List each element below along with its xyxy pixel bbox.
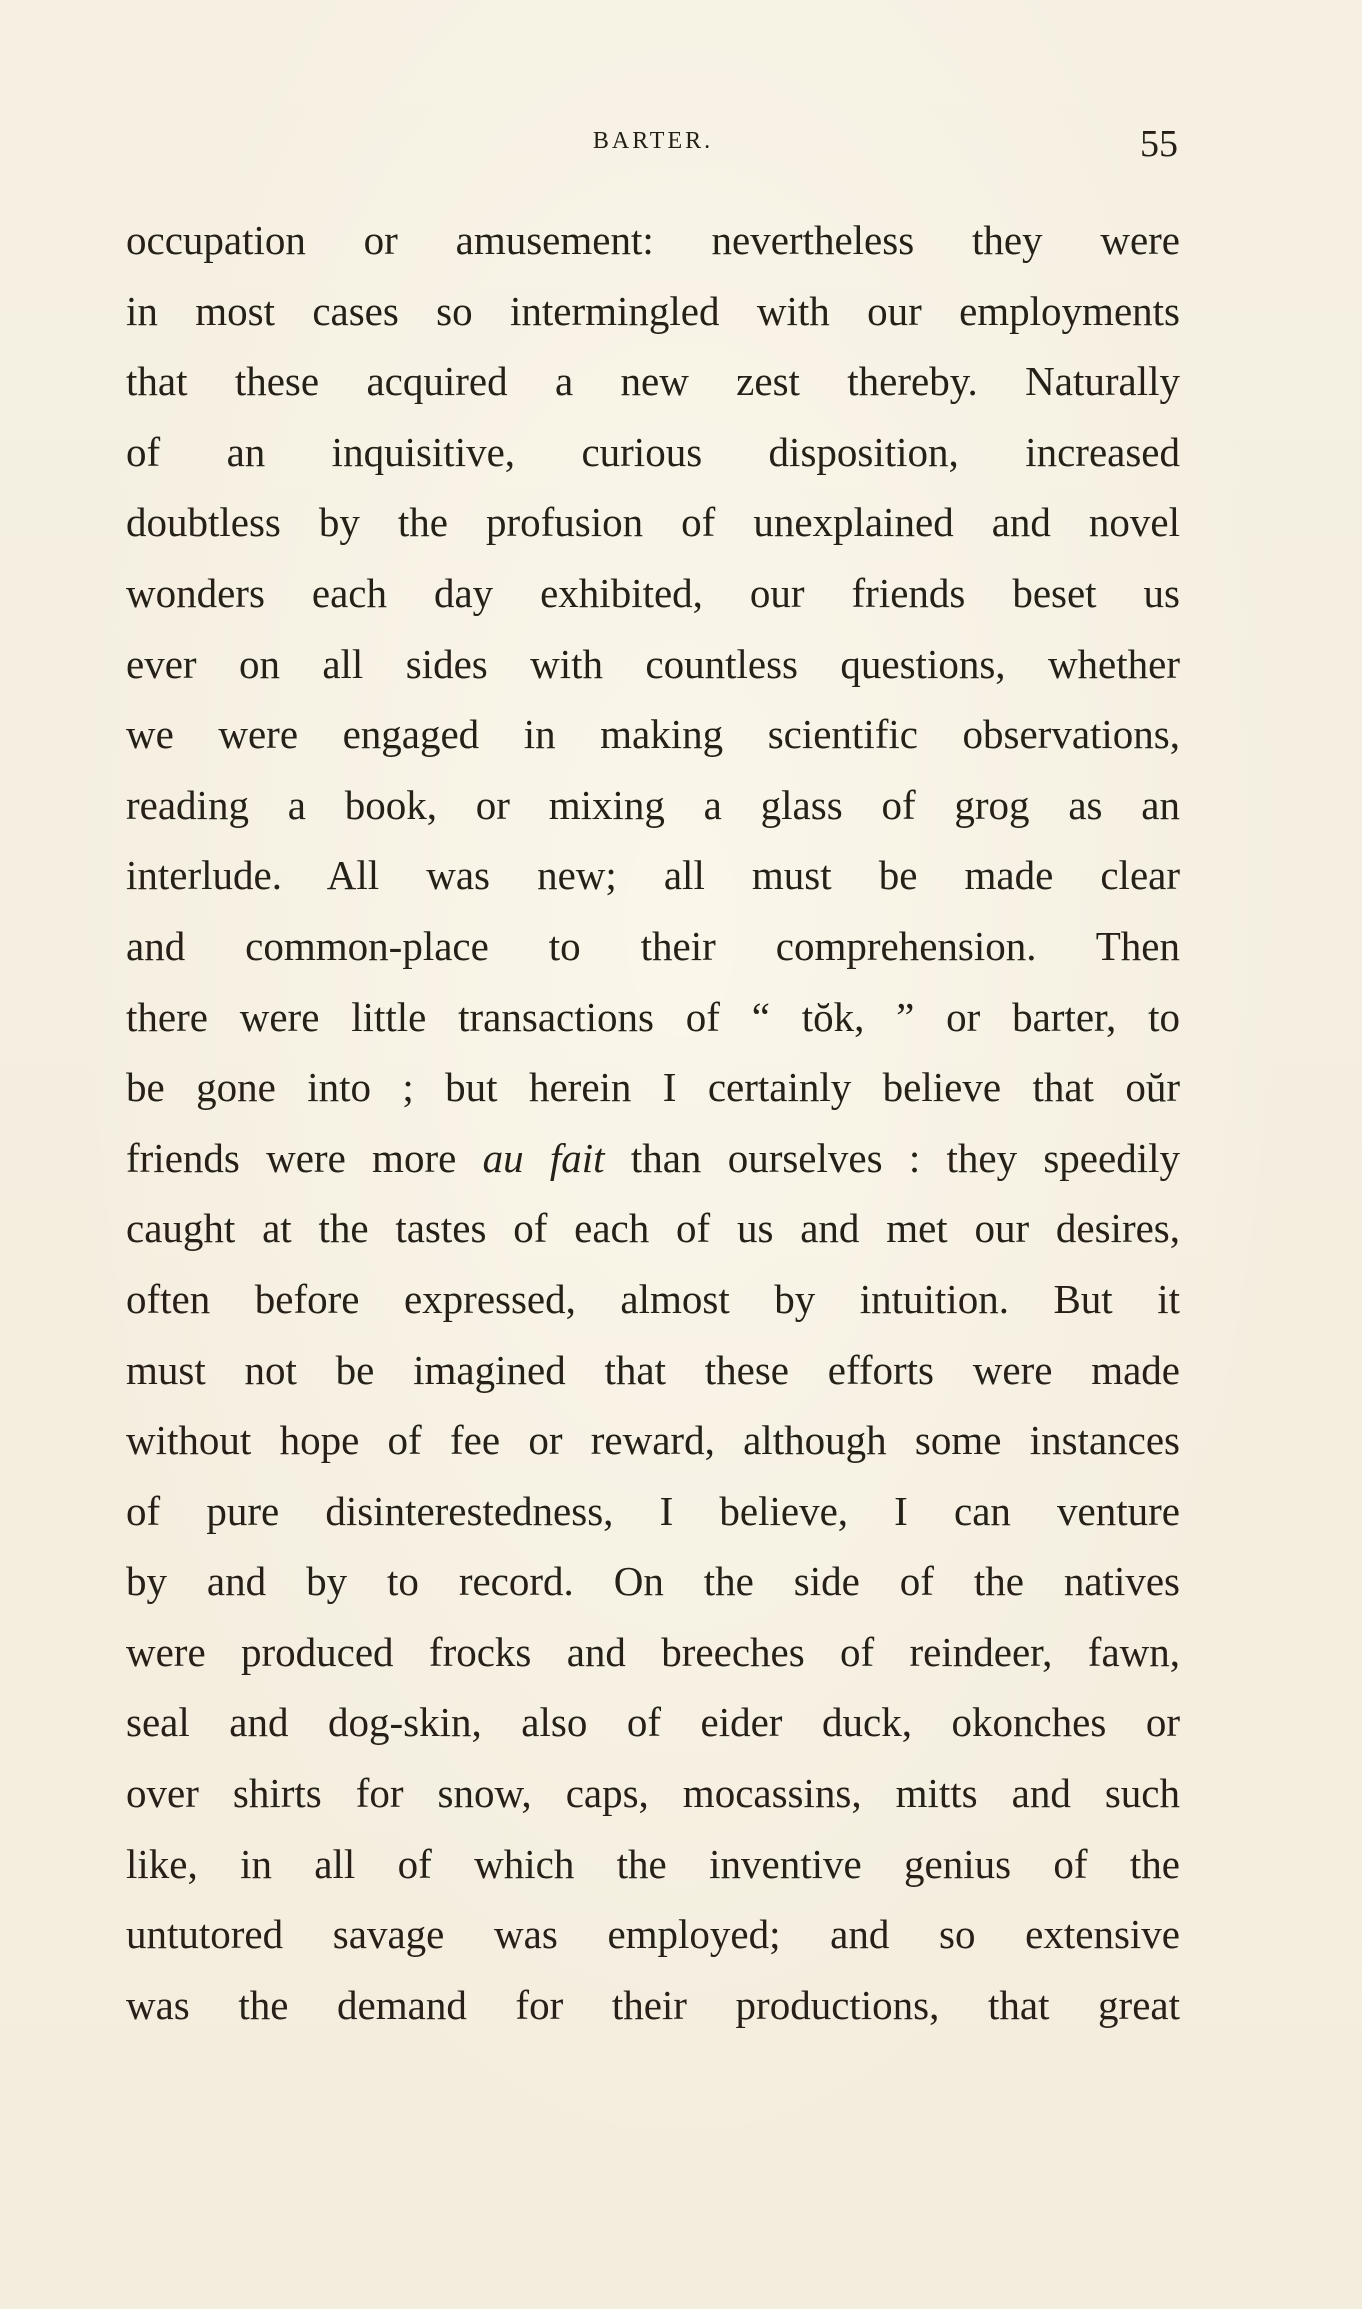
text-line: must not be imagined that these efforts were made (126, 1346, 1180, 1393)
text-line: like, in all of which the inventive genius of the (126, 1840, 1180, 1887)
text-line: without hope of fee or reward, although some instances (126, 1417, 1180, 1464)
text-line: that these acquired a new zest thereby. Naturally (126, 358, 1180, 405)
text-line: over shirts for snow, caps, mocassins, mitts and such (126, 1770, 1180, 1817)
text-line: be gone into ; but herein I certainly believe that oŭr (126, 1064, 1180, 1111)
running-head: BARTER. (592, 128, 714, 154)
text-line: by and by to record. On the side of the natives (126, 1558, 1180, 1605)
text-line: there were little transactions of “ tŏk, ” or barter, to (126, 993, 1180, 1040)
text-line: seal and dog-skin, also of eider duck, okonches or (126, 1699, 1180, 1746)
text-line (126, 1123, 1180, 1194)
text-line: wonders each day exhibited, our friends beset us (126, 569, 1180, 616)
page-number: 55 (1140, 123, 1178, 165)
text-line: was the demand for their productions, that great (126, 1981, 1180, 2028)
text-line: doubtless by the profusion of unexplained and novel (126, 499, 1180, 546)
text-line: often before expressed, almost by intuition. But it (126, 1275, 1180, 1322)
text-line: of an inquisitive, curious disposition, increased (126, 428, 1180, 475)
text-line: occupation or amusement: nevertheless they were (126, 217, 1180, 263)
text-line: untutored savage was employed; and so extensive (126, 1911, 1180, 1958)
text-line: were produced frocks and breeches of reindeer, fawn, (126, 1628, 1180, 1675)
text-line: reading a book, or mixing a glass of grog as an (126, 781, 1180, 828)
text-line: caught at the tastes of each of us and met our desires, (126, 1205, 1180, 1252)
text-line: interlude. All was new; all must be made clear (126, 852, 1180, 899)
text-line: ever on all sides with countless questions, whether (126, 640, 1180, 687)
text-line: we were engaged in making scientific observations, (126, 711, 1180, 758)
page-header (126, 122, 1180, 172)
text-line: in most cases so intermingled with our employments (126, 287, 1180, 334)
text-line: of pure disinterestedness, I believe, I can venture (126, 1487, 1180, 1534)
text-line: and common-place to their comprehension. Then (126, 922, 1180, 969)
body-text (126, 205, 1180, 2040)
text-segment: than ourselves : they speedily (604, 1134, 1180, 1181)
italic-phrase: au fait (482, 1134, 605, 1181)
text-segment: friends were more (126, 1134, 483, 1181)
